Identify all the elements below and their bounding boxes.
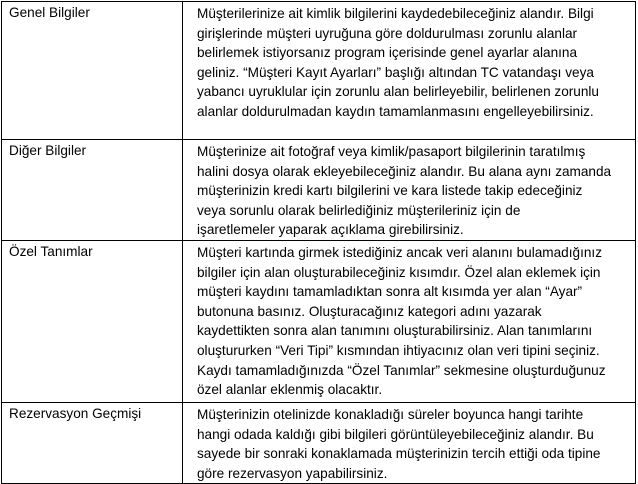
description-line: kaydettikten sonra alan tanımını oluşturabilirsiniz. Alan tanımlarını bbox=[197, 323, 593, 339]
description-line: halini dosya olarak ekleyebileceğiniz alandır. Bu alana aynı zamanda bbox=[197, 163, 612, 179]
description-line: alanlar doldurulmadan kaydın tamamlanmasını engelleyebilirsiniz. bbox=[197, 103, 594, 119]
term-cell: Genel Bilgiler bbox=[2, 2, 183, 140]
term-cell: Özel Tanımlar bbox=[2, 240, 183, 402]
term-cell: Diğer Bilgiler bbox=[2, 140, 183, 241]
description-line: geliniz. “Müşteri Kayıt Ayarları” başlığı altından TC vatandaşı veya bbox=[197, 64, 594, 80]
description-line: Kaydı tamamladığınızda “Özel Tanımlar” sekmesine oluşturduğunuz bbox=[197, 362, 606, 378]
term-cell: Rezervasyon Geçmişi bbox=[2, 402, 183, 483]
description-line: belirlemek istiyorsanız program içerisinde genel ayarlar alanına bbox=[197, 45, 578, 61]
description-line: veya sorunlu olarak belirlediğiniz müşterileriniz için de bbox=[197, 202, 521, 218]
description-line: sayede bir sonraki konaklamada müşterinizin tercih ettiği oda tipine bbox=[197, 446, 601, 462]
description-line: Müşteri kartında girmek istediğiniz ancak veri alanını bulamadığınız bbox=[197, 244, 602, 260]
description-line: müşterinizin kredi kartı bilgilerini ve kara listede takip edeceğiniz bbox=[197, 183, 583, 199]
description-cell bbox=[183, 140, 636, 241]
table-row-genel-bilgiler bbox=[2, 2, 636, 140]
description-line: özel alanlar eklenmiş olacaktır. bbox=[197, 382, 383, 398]
description-line: Müşterinize ait fotoğraf veya kimlik/pasaport bilgilerinin taratılmış bbox=[197, 144, 586, 159]
table-row-ozel-tanimlar bbox=[2, 240, 636, 402]
description-line: bilgiler için alan oluşturabileceğiniz kısımdır. Özel alan eklemek için bbox=[197, 264, 601, 280]
feature-description-table bbox=[1, 1, 636, 484]
description-line: hangi odada kaldığı gibi bilgileri görüntüleyebileceğiniz alandır. Bu bbox=[197, 426, 594, 442]
description-line: Müşterilerinize ait kimlik bilgilerini kaydedebileceğiniz alandır. Bilgi bbox=[197, 6, 594, 21]
description-line: müşteri kaydını tamamladıktan sonra alt kısımda yer alan “Ayar” bbox=[197, 284, 583, 300]
description-cell bbox=[183, 2, 636, 140]
description-line: göre rezervasyon yapabilirsiniz. bbox=[197, 465, 388, 481]
description-line: oluştururken “Veri Tipi” kısmından ihtiyacınız olan veri tipini seçiniz. bbox=[197, 342, 600, 358]
table-row-diger-bilgiler bbox=[2, 140, 636, 241]
description-line: işaretlemeler yaparak açıklama girebilirsiniz. bbox=[197, 222, 464, 238]
description-line: butonuna basınız. Oluşturacağınız kategori adını yazarak bbox=[197, 303, 542, 319]
description-line: Müşterinizin otelinizde konakladığı süreler boyunca hangi tarihte bbox=[197, 406, 584, 422]
description-line: yabancı uyruklular için zorunlu alan belirleyebilir, belirlenen zorunlu bbox=[197, 84, 599, 100]
description-line: girişlerinde müşteri uyruğuna göre doldurulması zorunlu alanlar bbox=[197, 25, 578, 41]
description-cell bbox=[183, 240, 636, 402]
table-row-rezervasyon-gecmisi bbox=[2, 402, 636, 483]
description-cell bbox=[183, 402, 636, 483]
